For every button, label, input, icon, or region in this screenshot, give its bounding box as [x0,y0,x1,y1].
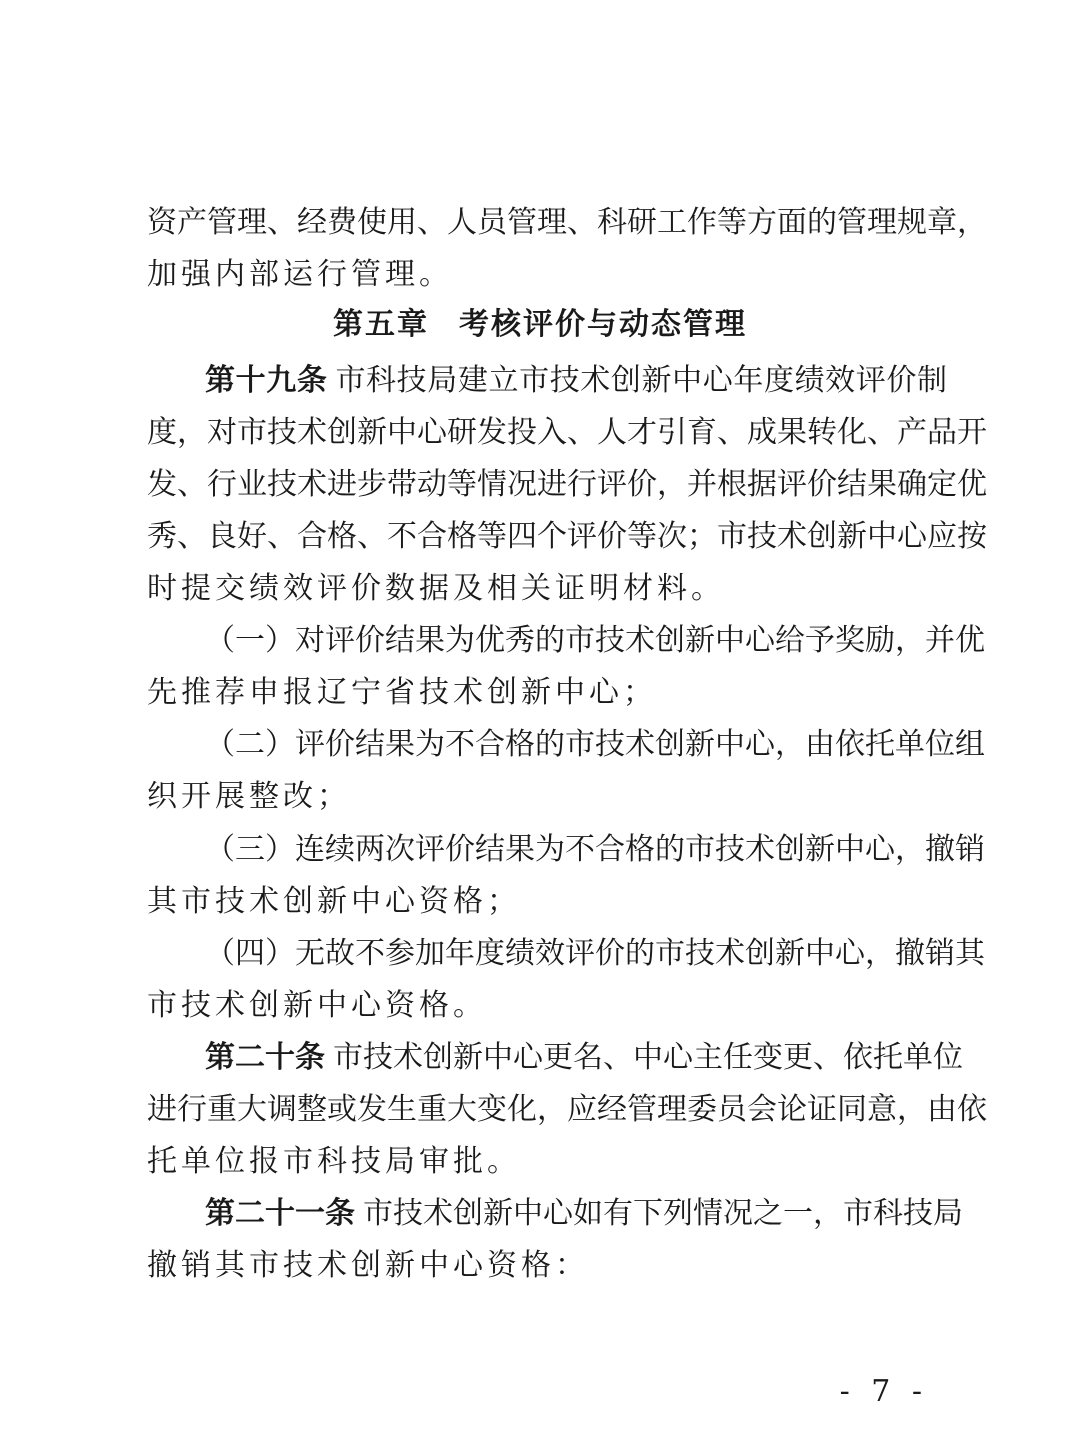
chapter-number: 第五章 [333,307,429,342]
article-19-title: 第十九条 [205,363,328,398]
article-19-line-2: 度，对市技术创新中心研发投入、人才引育、成果转化、产品开 [147,415,987,450]
article-19-item-2-line-2: 织开展整改； [147,779,351,814]
article-20-first-line [205,1038,963,1078]
article-19-item-3-line-2: 其市技术创新中心资格； [147,884,521,919]
article-21-text: 市技术创新中心如有下列情况之一，市科技局 [363,1196,963,1231]
article-21-first-line [205,1194,963,1234]
article-19-item-4-line-1: （四）无故不参加年度绩效评价的市技术创新中心，撤销其 [205,936,985,971]
page-number: - 7 - [839,1374,928,1409]
chapter-heading [0,305,1080,345]
article-19-item-1-line-2: 先推荐申报辽宁省技术创新中心； [147,675,657,710]
article-19-first-line [205,361,947,401]
article-19-line-4: 秀、良好、合格、不合格等四个评价等次；市技术创新中心应按 [147,519,987,554]
chapter-title: 考核评价与动态管理 [459,307,747,342]
article-20-text: 市技术创新中心更名、中心主任变更、依托单位 [333,1040,963,1075]
article-19-item-2-line-1: （二）评价结果为不合格的市技术创新中心，由依托单位组 [205,727,985,762]
article-19-line-3: 发、行业技术进步带动等情况进行评价，并根据评价结果确定优 [147,467,987,502]
article-21-line-2: 撤销其市技术创新中心资格： [147,1248,589,1283]
article-19-item-1-line-1: （一）对评价结果为优秀的市技术创新中心给予奖励，并优 [205,623,985,658]
continuation-line-1: 资产管理、经费使用、人员管理、科研工作等方面的管理规章， [147,205,987,240]
article-19-item-4-line-2: 市技术创新中心资格。 [147,988,487,1023]
article-20-title: 第二十条 [205,1040,325,1075]
article-20-line-3: 托单位报市科技局审批。 [147,1144,521,1179]
article-21-title: 第二十一条 [205,1196,355,1231]
article-20-line-2: 进行重大调整或发生重大变化，应经管理委员会论证同意，由依 [147,1092,987,1127]
continuation-line-2: 加强内部运行管理。 [147,257,453,292]
article-19-text: 市科技局建立市技术创新中心年度绩效评价制 [335,363,948,398]
article-19-item-3-line-1: （三）连续两次评价结果为不合格的市技术创新中心，撤销 [205,832,985,867]
article-19-line-5: 时提交绩效评价数据及相关证明材料。 [147,571,725,606]
